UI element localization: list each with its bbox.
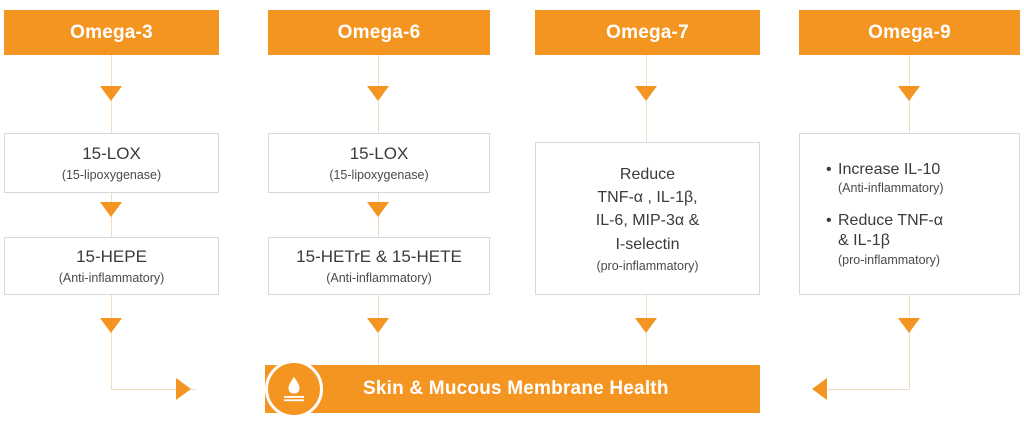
arrow-left-icon: [812, 378, 827, 400]
column-header-label: Omega-6: [337, 21, 421, 43]
bullet-main: • Increase IL-10: [826, 160, 1011, 181]
node-subtitle: (15-lipoxygenase): [329, 167, 429, 182]
node-title: 15-LOX: [349, 144, 409, 164]
arrow-down-icon: [367, 318, 389, 333]
skin-layers-droplet-icon: [265, 360, 323, 418]
arrow-down-icon: [100, 318, 122, 333]
arrow-down-icon: [898, 318, 920, 333]
node-omega6-metabolite: [268, 237, 490, 295]
connector-line: [111, 295, 112, 389]
bullet-group-1: [808, 160, 1011, 197]
node-subtitle: (15-lipoxygenase): [61, 167, 162, 182]
column-header-omega-6: [268, 10, 490, 55]
node-omega3-metabolite: [4, 237, 219, 295]
arrow-down-icon: [100, 202, 122, 217]
node-line-1: Reduce: [619, 166, 676, 183]
node-note: (pro-inflammatory): [596, 258, 699, 273]
arrow-down-icon: [635, 86, 657, 101]
node-subtitle: (Anti-inflammatory): [58, 270, 165, 285]
arrow-down-icon: [367, 202, 389, 217]
node-subtitle: (Anti-inflammatory): [326, 270, 432, 285]
bullet-continuation: & IL-1β: [838, 232, 890, 250]
column-header-omega-9: [799, 10, 1020, 55]
footer-label: Skin & Mucous Membrane Health: [363, 378, 669, 399]
bullet-group-2: [808, 211, 1011, 269]
node-omega3-enzyme: [4, 133, 219, 193]
node-title: 15-HETrE & 15-HETE: [296, 247, 462, 267]
connector-line: [909, 295, 910, 389]
arrow-down-icon: [100, 86, 122, 101]
node-omega6-enzyme: [268, 133, 490, 193]
column-header-label: Omega-7: [606, 21, 689, 43]
bullet-sub: (pro-inflammatory): [838, 253, 941, 268]
column-header-label: Omega-9: [868, 21, 951, 43]
arrow-down-icon: [898, 86, 920, 101]
node-title: 15-HEPE: [76, 247, 147, 267]
connector-line: [828, 389, 910, 390]
footer-banner: [265, 365, 760, 413]
node-omega7-effects: [535, 142, 760, 295]
arrow-right-icon: [176, 378, 191, 400]
arrow-down-icon: [635, 318, 657, 333]
column-header-label: Omega-3: [70, 21, 153, 43]
node-title: 15-LOX: [82, 144, 141, 164]
column-header-omega-7: [535, 10, 760, 55]
bullet-main: • Reduce TNF-α: [826, 211, 1011, 232]
node-omega9-effects: [799, 133, 1020, 295]
node-line-3: IL-6, MIP-3α &: [595, 212, 700, 230]
arrow-down-icon: [367, 86, 389, 101]
node-line-4: I-selectin: [615, 235, 680, 253]
node-line-2: TNF-α , IL-1β,: [597, 189, 698, 207]
bullet-sub: (Anti-inflammatory): [838, 181, 944, 196]
column-header-omega-3: [4, 10, 219, 55]
